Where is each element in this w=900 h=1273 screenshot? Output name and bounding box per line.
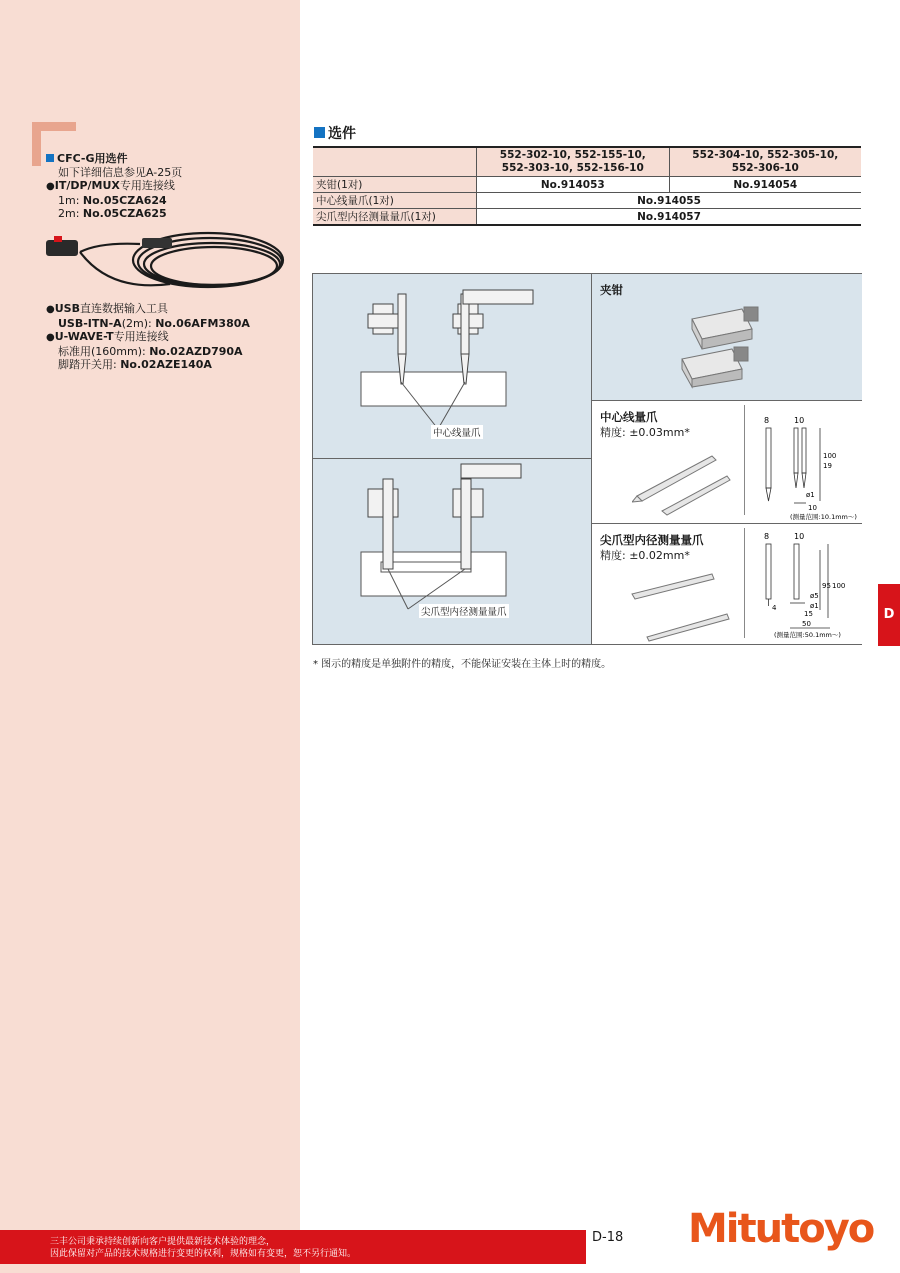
pointed-jaw-dimension-drawing xyxy=(750,528,860,643)
sidebar-line: 标准用(160mm): No.02AZD790A xyxy=(58,344,243,358)
table-header-row xyxy=(313,147,861,177)
callout-pointed-jaw: 尖爪型内径测量量爪 xyxy=(419,604,509,618)
options-table xyxy=(313,146,861,226)
row-label: 尖爪型内径测量量爪(1对) xyxy=(313,209,477,226)
sidebar-line: CFC-G用选件 xyxy=(46,152,182,166)
pointed-jaw-title: 尖爪型内径测量量爪 xyxy=(600,533,704,547)
footer-line: 三丰公司秉承持续创新向客户提供最新技术体验的理念， xyxy=(50,1237,276,1247)
footer-line: 因此保留对产品的技术规格进行变更的权利，规格如有变更，恕不另行通知。 xyxy=(50,1249,357,1259)
center-jaw-panel xyxy=(592,401,862,524)
divider-line xyxy=(744,405,745,515)
brand-logo: Mitutoyo xyxy=(688,1206,874,1252)
svg-text:95: 95 xyxy=(822,582,831,590)
sidebar xyxy=(0,0,300,1273)
sidebar-line: 脚踏开关用: No.02AZE140A xyxy=(58,358,212,371)
svg-text:10: 10 xyxy=(808,504,817,512)
svg-text:19: 19 xyxy=(823,462,832,470)
row-value: No.914053 xyxy=(477,177,670,193)
square-bullet-icon xyxy=(46,154,54,162)
row-value: No.914054 xyxy=(669,177,861,193)
svg-text:15: 15 xyxy=(804,610,813,618)
svg-text:10: 10 xyxy=(794,532,805,541)
options-figure xyxy=(312,273,862,645)
square-bullet-icon xyxy=(314,127,325,138)
svg-text:4: 4 xyxy=(772,604,777,612)
footer-notice xyxy=(50,1236,356,1260)
svg-text:10: 10 xyxy=(794,416,805,425)
pointed-jaw-accuracy: 精度: ±0.02mm* xyxy=(600,549,690,562)
row-value: No.914057 xyxy=(477,209,862,226)
sidebar-line: ●IT/DP/MUX专用连接线 xyxy=(46,179,175,192)
clamp-title: 夹钳 xyxy=(600,283,623,297)
sidebar-line: ●U-WAVE-T专用连接线 xyxy=(46,330,169,343)
sidebar-block-usb xyxy=(46,302,250,372)
row-value: No.914055 xyxy=(477,193,862,209)
pointed-jaw-image xyxy=(627,569,737,644)
clamp-image xyxy=(672,289,792,389)
footnote: * 图示的精度是单独附件的精度，不能保证安装在主体上时的精度。 xyxy=(313,659,612,670)
svg-text:ø1: ø1 xyxy=(810,602,819,610)
table-row xyxy=(313,209,861,226)
pointed-jaw-usage-panel xyxy=(313,459,592,644)
table-row xyxy=(313,177,861,193)
table-row xyxy=(313,193,861,209)
callout-center-jaw: 中心线量爪 xyxy=(431,425,483,439)
svg-text:8: 8 xyxy=(764,416,770,425)
center-jaw-dimension-drawing xyxy=(750,413,860,523)
center-jaw-usage-panel xyxy=(313,274,592,459)
divider-line xyxy=(744,528,745,638)
svg-text:100: 100 xyxy=(823,452,837,460)
svg-text:50: 50 xyxy=(802,620,811,628)
page-number: D-18 xyxy=(592,1230,624,1245)
table-header-col2: 552-304-10, 552-305-10, 552-306-10 xyxy=(669,147,861,177)
svg-text:ø5: ø5 xyxy=(810,592,819,600)
svg-text:(测量范围:10.1mm～): (测量范围:10.1mm～) xyxy=(790,513,857,521)
svg-text:(测量范围:50.1mm～): (测量范围:50.1mm～) xyxy=(774,631,841,639)
table-header-col1: 552-302-10, 552-155-10, 552-303-10, 552-156-10 xyxy=(477,147,670,177)
svg-text:8: 8 xyxy=(764,532,770,541)
sidebar-line: USB-ITN-A(2m): No.06AFM380A xyxy=(58,316,250,330)
center-jaw-accuracy: 精度: ±0.03mm* xyxy=(600,426,690,439)
row-label: 中心线量爪(1对) xyxy=(313,193,477,209)
clamp-panel xyxy=(592,274,862,401)
row-label: 夹钳(1对) xyxy=(313,177,477,193)
pointed-jaw-panel xyxy=(592,524,862,644)
svg-text:ø1: ø1 xyxy=(806,491,815,499)
chapter-tab: D xyxy=(878,584,900,646)
center-jaw-title: 中心线量爪 xyxy=(600,410,658,424)
table-header-empty xyxy=(313,147,477,177)
sidebar-line: ●USB直连数据输入工具 xyxy=(46,302,168,315)
svg-text:100: 100 xyxy=(832,582,846,590)
cable-image xyxy=(40,222,290,307)
sidebar-block-cfcg xyxy=(46,152,182,221)
section-title: 选件 xyxy=(314,123,356,143)
sidebar-line: 2m: No.05CZA625 xyxy=(58,207,167,220)
sidebar-line: 如下详细信息参见A-25页 xyxy=(58,165,183,179)
center-jaw-image xyxy=(632,446,732,516)
sidebar-line: 1m: No.05CZA624 xyxy=(58,193,167,207)
